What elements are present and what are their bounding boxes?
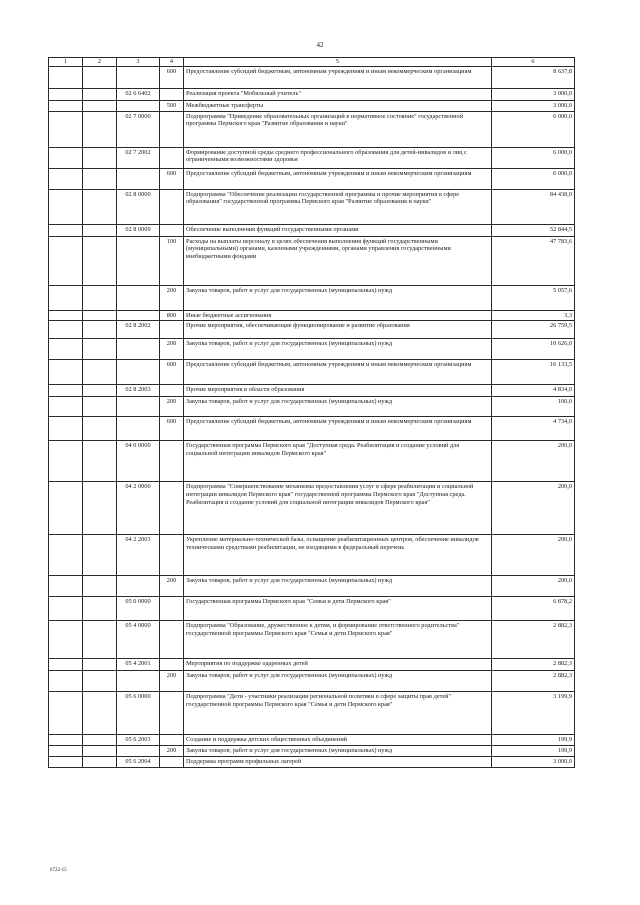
amount-cell: 16 133,5 [492, 360, 575, 385]
description-cell: Формирование доступной среды среднего профессионального образования для детей-инвалидов и лиц с ограниченными возможностями здоровья [184, 147, 492, 168]
target-code-cell [117, 236, 160, 285]
target-code-cell [117, 285, 160, 310]
description-cell: Прочие мероприятия в области образования [184, 385, 492, 397]
expense-type-cell [160, 482, 184, 535]
table-row [49, 339, 575, 360]
subsection-cell [83, 339, 117, 360]
description-cell: Предоставление субсидий бюджетным, автономным учреждениям и иным некоммерческим организациям [184, 67, 492, 89]
subsection-cell [83, 757, 117, 768]
target-code-cell: 05 4 0000 [117, 621, 160, 659]
expense-type-cell: 200 [160, 746, 184, 757]
table-row [49, 576, 575, 597]
expense-type-cell [160, 659, 184, 671]
subsection-cell [83, 535, 117, 576]
section-cell [49, 597, 83, 621]
table-row [49, 659, 575, 671]
description-cell: Расходы на выплаты персоналу в целях обеспечения выполнения функций государственными (муниципальными) органами, казенными учреждениями, органами управления государственными внебюджетными фондами [184, 236, 492, 285]
amount-cell: 100,0 [492, 397, 575, 417]
table-row [49, 147, 575, 168]
target-code-cell [117, 360, 160, 385]
description-cell: Подпрограмма "Совершенствование механизма предоставления услуг в сфере реабилитации и социальной интеграции инвалидов Пермского края" государственной программы Пермского края "Доступная среда. Реабилитация и создание условий для социальной интеграции инвалидов Пермского края" [184, 482, 492, 535]
subsection-cell [83, 671, 117, 692]
expense-type-cell: 600 [160, 417, 184, 441]
section-cell [49, 757, 83, 768]
table-row [49, 285, 575, 310]
amount-cell: 47 783,6 [492, 236, 575, 285]
description-cell: Закупка товаров, работ и услуг для государственных (муниципальных) нужд [184, 671, 492, 692]
description-cell: Предоставление субсидий бюджетным, автономным учреждениям и иным некоммерческим организациям [184, 360, 492, 385]
target-code-cell: 05 6 2004 [117, 757, 160, 768]
section-cell [49, 735, 83, 746]
target-code-cell: 05 6 2003 [117, 735, 160, 746]
amount-cell: 4 734,0 [492, 417, 575, 441]
section-cell [49, 441, 83, 482]
section-cell [49, 746, 83, 757]
table-row [49, 671, 575, 692]
amount-cell: 3 000,0 [492, 757, 575, 768]
table-row [49, 236, 575, 285]
target-code-cell: 02 8 0000 [117, 189, 160, 224]
target-code-cell [117, 397, 160, 417]
section-cell [49, 692, 83, 735]
description-cell: Прочие мероприятия, обеспечивающие функционирование и развитие образования [184, 321, 492, 339]
footer-code: 6722-15 [50, 868, 67, 873]
subsection-cell [83, 285, 117, 310]
amount-cell: 84 438,0 [492, 189, 575, 224]
table-row [49, 360, 575, 385]
target-code-cell: 02 7 0000 [117, 111, 160, 147]
table-row [49, 321, 575, 339]
section-cell [49, 397, 83, 417]
page-number: 42 [316, 41, 324, 49]
section-cell [49, 621, 83, 659]
amount-cell: 200,0 [492, 482, 575, 535]
section-cell [49, 224, 83, 236]
target-code-cell [117, 746, 160, 757]
subsection-cell [83, 597, 117, 621]
description-cell: Подпрограмма "Дети - участники реализации региональной политики в сфере защиты прав детей" государственной программы Пермского края "Семья и дети Пермского края" [184, 692, 492, 735]
description-cell: Закупка товаров, работ и услуг для государственных (муниципальных) нужд [184, 397, 492, 417]
expense-type-cell [160, 597, 184, 621]
amount-cell: 5 057,6 [492, 285, 575, 310]
expense-type-cell: 500 [160, 101, 184, 112]
description-cell: Подпрограмма "Образование, дружественное к детям, и формирование ответственного родительства" государственной программы Пермского края "Семья и дети Пермского края" [184, 621, 492, 659]
subsection-cell [83, 236, 117, 285]
description-cell: Предоставление субсидий бюджетным, автономным учреждениям и иным некоммерческим организациям [184, 417, 492, 441]
section-cell [49, 321, 83, 339]
subsection-cell [83, 360, 117, 385]
section-cell [49, 189, 83, 224]
expense-type-cell [160, 189, 184, 224]
description-cell: Закупка товаров, работ и услуг для государственных (муниципальных) нужд [184, 339, 492, 360]
table-row [49, 757, 575, 768]
amount-cell: 3 000,0 [492, 89, 575, 101]
column-header: 5 [184, 58, 492, 67]
section-cell [49, 67, 83, 89]
section-cell [49, 385, 83, 397]
amount-cell: 200,0 [492, 441, 575, 482]
amount-cell: 199,9 [492, 746, 575, 757]
table-row [49, 482, 575, 535]
table-row [49, 189, 575, 224]
subsection-cell [83, 482, 117, 535]
expense-type-cell: 200 [160, 576, 184, 597]
amount-cell: 10 626,0 [492, 339, 575, 360]
description-cell: Иные бюджетные ассигнования [184, 310, 492, 321]
column-header: 4 [160, 58, 184, 67]
budget-table [48, 57, 575, 768]
amount-cell: 8 637,8 [492, 67, 575, 89]
column-header: 3 [117, 58, 160, 67]
subsection-cell [83, 321, 117, 339]
amount-cell: 200,0 [492, 576, 575, 597]
section-cell [49, 482, 83, 535]
amount-cell: 4 834,0 [492, 385, 575, 397]
table-row [49, 621, 575, 659]
target-code-cell [117, 339, 160, 360]
amount-cell: 2 882,3 [492, 621, 575, 659]
table-row [49, 168, 575, 189]
column-header: 6 [492, 58, 575, 67]
expense-type-cell [160, 735, 184, 746]
section-cell [49, 310, 83, 321]
table-header-row [49, 58, 575, 67]
description-cell: Межбюджетные трансферты [184, 101, 492, 112]
amount-cell: 199,9 [492, 735, 575, 746]
subsection-cell [83, 310, 117, 321]
target-code-cell: 04 2 0000 [117, 482, 160, 535]
amount-cell: 26 759,5 [492, 321, 575, 339]
expense-type-cell: 200 [160, 397, 184, 417]
subsection-cell [83, 397, 117, 417]
expense-type-cell [160, 147, 184, 168]
expense-type-cell [160, 441, 184, 482]
target-code-cell [117, 67, 160, 89]
section-cell [49, 101, 83, 112]
target-code-cell [117, 671, 160, 692]
subsection-cell [83, 67, 117, 89]
subsection-cell [83, 147, 117, 168]
table-row [49, 417, 575, 441]
expense-type-cell: 600 [160, 67, 184, 89]
table-row [49, 385, 575, 397]
table-row [49, 67, 575, 89]
expense-type-cell: 200 [160, 339, 184, 360]
description-cell: Закупка товаров, работ и услуг для государственных (муниципальных) нужд [184, 285, 492, 310]
description-cell: Реализация проекта "Мобильный учитель" [184, 89, 492, 101]
description-cell: Закупка товаров, работ и услуг для государственных (муниципальных) нужд [184, 746, 492, 757]
subsection-cell [83, 111, 117, 147]
description-cell: Государственная программа Пермского края "Доступная среда. Реабилитация и создание условий для социальной интеграции инвалидов Пермского края" [184, 441, 492, 482]
target-code-cell: 04 0 0000 [117, 441, 160, 482]
description-cell: Предоставление субсидий бюджетным, автономным учреждениям и иным некоммерческим организациям [184, 168, 492, 189]
target-code-cell: 05 0 0000 [117, 597, 160, 621]
target-code-cell [117, 101, 160, 112]
expense-type-cell [160, 385, 184, 397]
table-row [49, 535, 575, 576]
target-code-cell [117, 417, 160, 441]
description-cell: Поддержка программ профильных лагерей [184, 757, 492, 768]
section-cell [49, 671, 83, 692]
subsection-cell [83, 576, 117, 597]
amount-cell: 200,0 [492, 535, 575, 576]
subsection-cell [83, 385, 117, 397]
target-code-cell: 02 6 6402 [117, 89, 160, 101]
expense-type-cell [160, 321, 184, 339]
amount-cell: 2 882,3 [492, 671, 575, 692]
description-cell: Государственная программа Пермского края "Семья и дети Пермского края" [184, 597, 492, 621]
expense-type-cell [160, 89, 184, 101]
target-code-cell [117, 168, 160, 189]
subsection-cell [83, 659, 117, 671]
amount-cell: 3,3 [492, 310, 575, 321]
expense-type-cell [160, 224, 184, 236]
table-row [49, 735, 575, 746]
subsection-cell [83, 89, 117, 101]
table-row [49, 597, 575, 621]
table-row [49, 224, 575, 236]
subsection-cell [83, 224, 117, 236]
target-code-cell [117, 576, 160, 597]
expense-type-cell: 600 [160, 360, 184, 385]
expense-type-cell [160, 621, 184, 659]
expense-type-cell [160, 757, 184, 768]
amount-cell: 3 199,9 [492, 692, 575, 735]
section-cell [49, 360, 83, 385]
expense-type-cell: 200 [160, 671, 184, 692]
expense-type-cell [160, 692, 184, 735]
target-code-cell: 02 8 2003 [117, 385, 160, 397]
expense-type-cell [160, 111, 184, 147]
amount-cell: 6 000,0 [492, 111, 575, 147]
amount-cell: 3 000,0 [492, 101, 575, 112]
subsection-cell [83, 621, 117, 659]
table-row [49, 441, 575, 482]
table-row [49, 692, 575, 735]
section-cell [49, 576, 83, 597]
target-code-cell: 04 2 2003 [117, 535, 160, 576]
table-row [49, 397, 575, 417]
expense-type-cell: 200 [160, 285, 184, 310]
table-row [49, 111, 575, 147]
table-row [49, 89, 575, 101]
section-cell [49, 659, 83, 671]
section-cell [49, 111, 83, 147]
amount-cell: 6 878,2 [492, 597, 575, 621]
section-cell [49, 168, 83, 189]
section-cell [49, 236, 83, 285]
amount-cell: 6 000,0 [492, 168, 575, 189]
section-cell [49, 535, 83, 576]
description-cell: Подпрограмма "Обеспечение реализации государственной программы и прочие мероприятия в сфере образования" государственной программы Пермского края "Развитие образования и науки" [184, 189, 492, 224]
amount-cell: 52 844,5 [492, 224, 575, 236]
section-cell [49, 89, 83, 101]
target-code-cell: 02 8 0009 [117, 224, 160, 236]
amount-cell: 6 000,0 [492, 147, 575, 168]
table-row [49, 101, 575, 112]
subsection-cell [83, 168, 117, 189]
table-row [49, 746, 575, 757]
column-header: 2 [83, 58, 117, 67]
description-cell: Обеспечение выполнения функций государственными органами [184, 224, 492, 236]
description-cell: Мероприятия по поддержке одаренных детей [184, 659, 492, 671]
target-code-cell: 02 8 2002 [117, 321, 160, 339]
section-cell [49, 147, 83, 168]
section-cell [49, 339, 83, 360]
subsection-cell [83, 189, 117, 224]
section-cell [49, 417, 83, 441]
expense-type-cell [160, 535, 184, 576]
subsection-cell [83, 417, 117, 441]
description-cell: Подпрограмма "Приведение образовательных организаций в нормативное состояние" государственной программы Пермского края "Развитие образования и науки" [184, 111, 492, 147]
target-code-cell [117, 310, 160, 321]
subsection-cell [83, 735, 117, 746]
description-cell: Укрепление материально-технической базы, оснащение реабилитационных центров, обеспечение инвалидов техническими средствами реабилитации, не входящими в федеральный перечень [184, 535, 492, 576]
subsection-cell [83, 101, 117, 112]
target-code-cell: 05 4 2001 [117, 659, 160, 671]
column-header: 1 [49, 58, 83, 67]
description-cell: Закупка товаров, работ и услуг для государственных (муниципальных) нужд [184, 576, 492, 597]
expense-type-cell: 800 [160, 310, 184, 321]
subsection-cell [83, 746, 117, 757]
target-code-cell: 05 6 0000 [117, 692, 160, 735]
expense-type-cell: 100 [160, 236, 184, 285]
subsection-cell [83, 441, 117, 482]
section-cell [49, 285, 83, 310]
table-row [49, 310, 575, 321]
target-code-cell: 02 7 2002 [117, 147, 160, 168]
description-cell: Создание и поддержка детских общественных объединений [184, 735, 492, 746]
amount-cell: 2 882,3 [492, 659, 575, 671]
expense-type-cell: 600 [160, 168, 184, 189]
subsection-cell [83, 692, 117, 735]
